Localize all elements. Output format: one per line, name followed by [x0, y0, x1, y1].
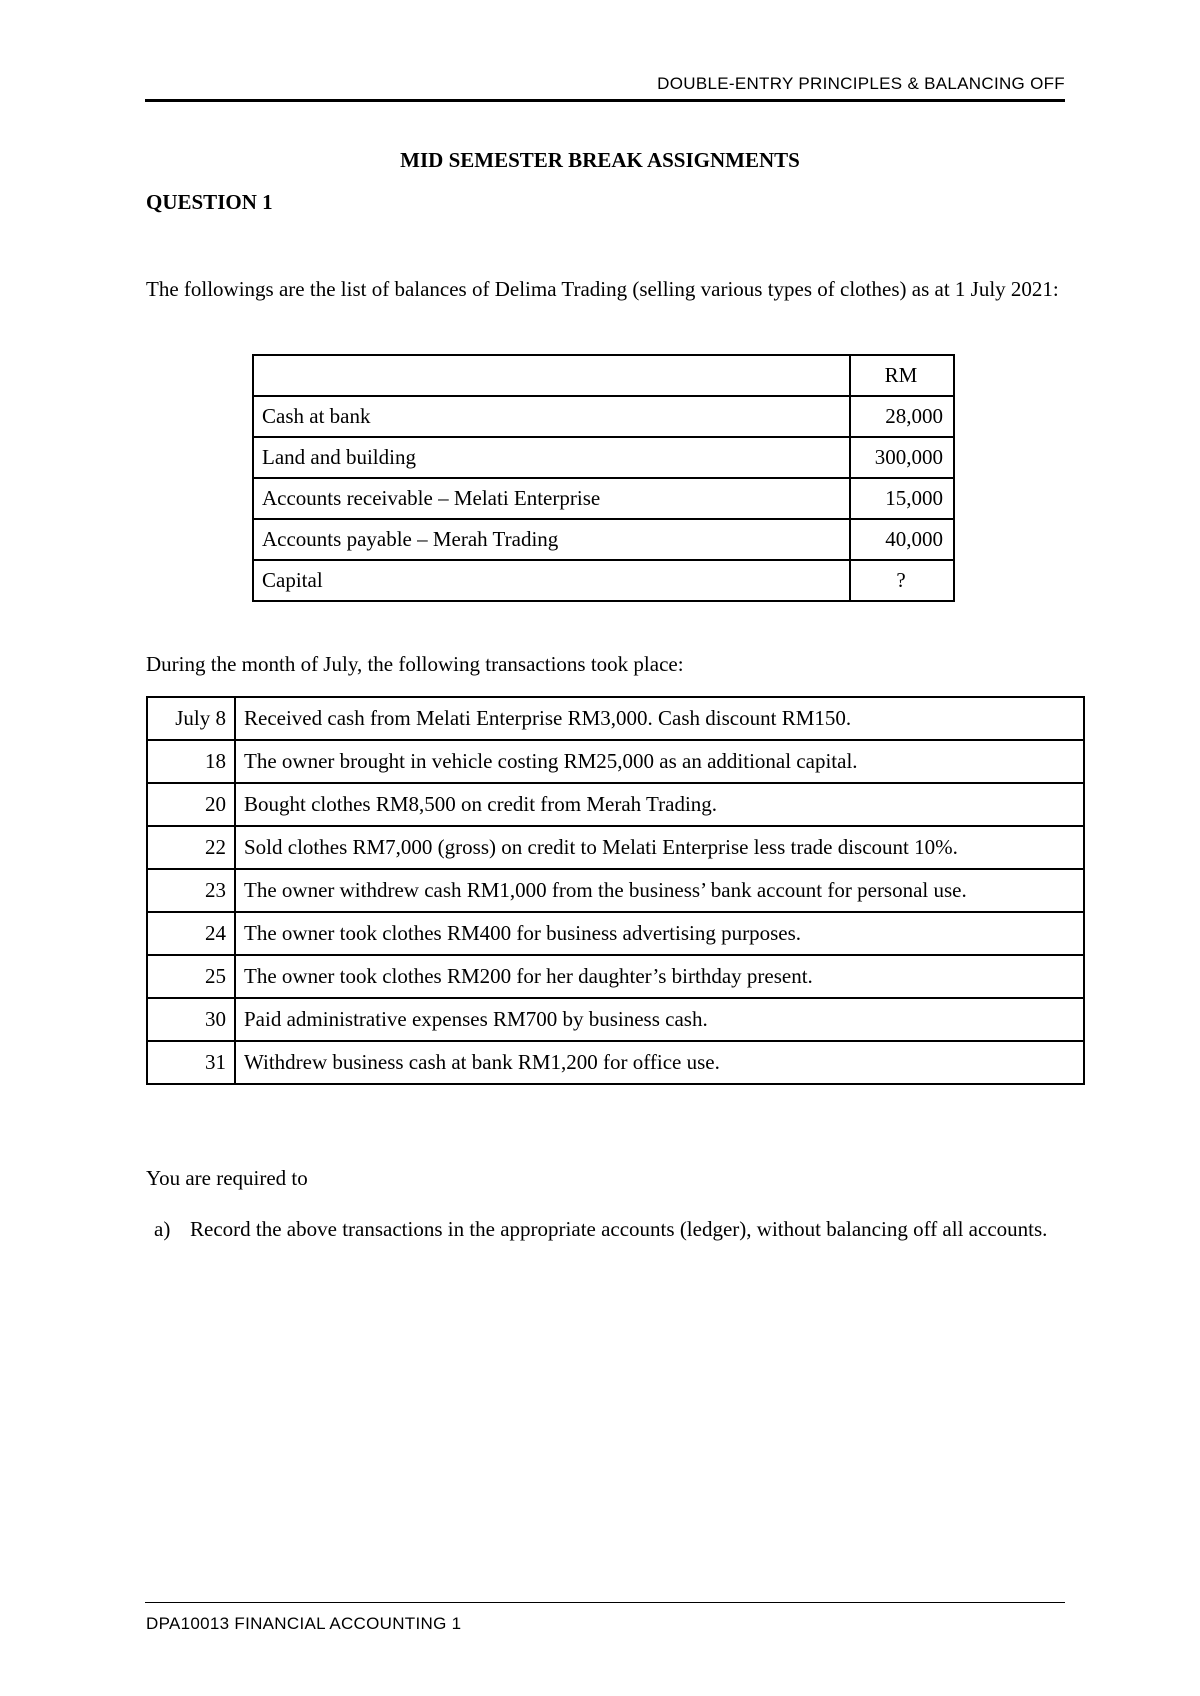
table-cell	[253, 355, 850, 396]
transaction-date: July 8	[147, 697, 235, 740]
required-item-label: a)	[154, 1217, 171, 1241]
balance-amount: 40,000	[850, 519, 954, 560]
transaction-text: The owner withdrew cash RM1,000 from the business’ bank account for personal use.	[235, 869, 1084, 912]
required-intro: You are required to	[146, 1166, 308, 1190]
balance-amount: 15,000	[850, 478, 954, 519]
transaction-date: 23	[147, 869, 235, 912]
required-item-text: Record the above transactions in the appropriate accounts (ledger), without balancing off all accounts.	[190, 1217, 1048, 1241]
unit-header: RM	[850, 355, 954, 396]
transaction-date: 18	[147, 740, 235, 783]
table-row	[253, 519, 954, 560]
transaction-date: 22	[147, 826, 235, 869]
transaction-text: The owner brought in vehicle costing RM25,000 as an additional capital.	[235, 740, 1084, 783]
table-row	[253, 437, 954, 478]
table-row	[253, 560, 954, 601]
transaction-text: Withdrew business cash at bank RM1,200 for office use.	[235, 1041, 1084, 1084]
transaction-date: 30	[147, 998, 235, 1041]
transaction-text: Bought clothes RM8,500 on credit from Merah Trading.	[235, 783, 1084, 826]
table-row	[253, 478, 954, 519]
table-row	[253, 396, 954, 437]
balance-item: Accounts payable – Merah Trading	[253, 519, 850, 560]
page-title: MID SEMESTER BREAK ASSIGNMENTS	[400, 148, 800, 172]
balances-table	[252, 354, 955, 602]
balance-amount: 28,000	[850, 396, 954, 437]
footer-divider	[145, 1602, 1065, 1603]
table-row	[147, 869, 1084, 912]
transaction-date: 31	[147, 1041, 235, 1084]
balance-item: Cash at bank	[253, 396, 850, 437]
transaction-text: Paid administrative expenses RM700 by business cash.	[235, 998, 1084, 1041]
transaction-text: The owner took clothes RM200 for her daughter’s birthday present.	[235, 955, 1084, 998]
transaction-date: 25	[147, 955, 235, 998]
table-row	[147, 1041, 1084, 1084]
table-row	[147, 998, 1084, 1041]
balance-amount: ?	[850, 560, 954, 601]
table-row	[147, 826, 1084, 869]
balance-item: Accounts receivable – Melati Enterprise	[253, 478, 850, 519]
table-row	[147, 912, 1084, 955]
balance-item: Land and building	[253, 437, 850, 478]
question-heading: QUESTION 1	[146, 190, 273, 214]
transaction-date: 24	[147, 912, 235, 955]
table-row	[147, 783, 1084, 826]
transaction-text: The owner took clothes RM400 for business advertising purposes.	[235, 912, 1084, 955]
page-footer: DPA10013 FINANCIAL ACCOUNTING 1	[146, 1614, 462, 1633]
header-divider	[145, 99, 1065, 102]
table-row	[147, 740, 1084, 783]
transactions-intro: During the month of July, the following transactions took place:	[146, 652, 684, 676]
table-row	[147, 955, 1084, 998]
table-row	[253, 355, 954, 396]
transactions-table	[146, 696, 1085, 1085]
table-row	[147, 697, 1084, 740]
intro-paragraph: The followings are the list of balances of Delima Trading (selling various types of clothes) as at 1 July 2021:	[146, 277, 1059, 301]
transaction-text: Received cash from Melati Enterprise RM3,000. Cash discount RM150.	[235, 697, 1084, 740]
required-item	[154, 1208, 1074, 1250]
balance-item: Capital	[253, 560, 850, 601]
transaction-text: Sold clothes RM7,000 (gross) on credit to Melati Enterprise less trade discount 10%.	[235, 826, 1084, 869]
page-header: DOUBLE-ENTRY PRINCIPLES & BALANCING OFF	[657, 74, 1065, 93]
balance-amount: 300,000	[850, 437, 954, 478]
transaction-date: 20	[147, 783, 235, 826]
